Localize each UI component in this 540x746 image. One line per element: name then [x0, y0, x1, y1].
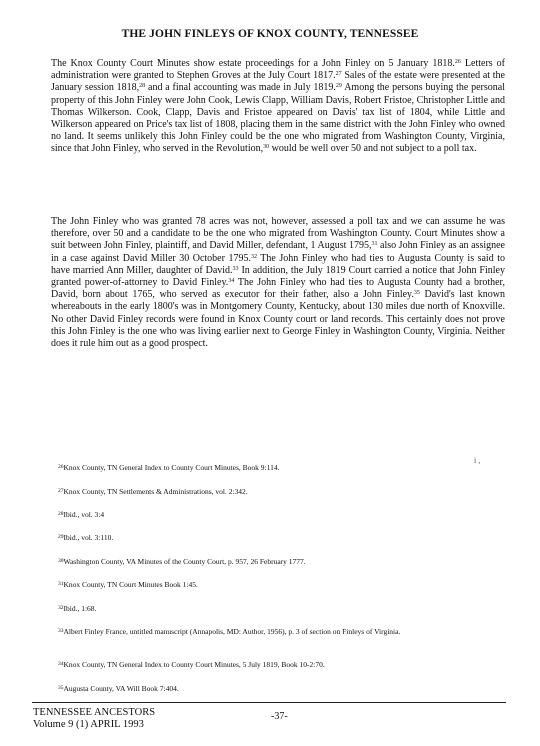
page-title: THE JOHN FINLEYS OF KNOX COUNTY, TENNESSEE — [121, 28, 419, 40]
footnote-ref: 30 — [263, 144, 270, 151]
footnote: $^{28}$Ibid., vol. 3:4 — [58, 510, 105, 519]
footnote: $^{29}$Ibid., vol. 3:110. — [58, 533, 114, 542]
footnote-ref: 28 — [139, 83, 146, 90]
footnote-ref: 29 — [335, 83, 342, 90]
footnote: $^{32}$Ibid., 1:68. — [58, 604, 97, 613]
body-paragraph-2: The John Finley who was granted 78 acres was not, however, assessed a poll tax and we can assume he was therefore, over 50 and a candidate to be the one who migrated from Washington County. Court Minutes show a suit between John Finley, plaintiff, and David Miller, defendant, 1 August 1795,31 also John Finley as an assignee in a case against David Miller 30 October 1795.32 The John Finley who had ties to Augusta County is said to have married Ann Miller, daughter of David.$^{33}$ In addition, the July 1819 Court carried a notice that John Finley granted power-of-attorney to David Finley.$^{34}$ The John Finley who had ties to Augusta County had a brother, David, born about 1765, who served as executor for their father, also a John Finley.$^{35}$ David's last known whereabouts in the early 1800's was in Montgomery County, Kentucky, about 130 miles due north of Knoxville. No other David Finley records were found in Knox County court or land records. This certainly does not prove this John Finley is the one who was living earlier next to George Finley in Washington County, Virginia. Neither does it rule him out as a good prospect. — [51, 216, 505, 350]
body-paragraph-1: The Knox County Court Minutes show estate proceedings for a John Finley on 5 January 1818.26 Letters of administration were granted to Stephen Groves at the July Court 1817.27 Sales of the estate were presented at the January session 1818,28 and a final accounting was made in July 1819.29 Among the persons buying the personal property of this John Finley were John Cook, Lewis Clapp, William Davis, Robert Fristoe, Christopher Little and Thomas Wilkerson. Cook, Clapp, Davis and Fristoe appeared on Davis' tax list of 1804, while Little and Wilkerson appeared on Price's tax list of 1808, placing them in the same district with the John Finley who owned no land. It seems unlikely this John Finley could be the one who migrated from Washington County, Virginia, since that John Finley, who served in the Revolution,$^{30}$ would be well over 50 and not subject to a poll tax. — [51, 58, 505, 155]
footnote: $^{30}$Washington County, VA Minutes of the County Court, p. 957, 26 February 1777. — [58, 557, 306, 566]
footnote: $^{34}$Knox County, TN General Index to County Court Minutes, 5 July 1819, Book 10-2:70. — [58, 660, 325, 669]
footnote: $^{31}$Knox County, TN Court Minutes Book 1:45. — [58, 580, 198, 589]
journal-name: TENNESSEE ANCESTORS — [33, 707, 156, 718]
footer-rule — [32, 702, 506, 703]
footer-journal-info — [33, 707, 155, 731]
footnote-ref: 35 — [413, 290, 420, 297]
footnote-ref: 34 — [228, 278, 235, 285]
footnote: $^{33}$Albert Finley France, untitled manuscript (Annapolis, MD: Author, 1956), p. 3 of section on Finleys of Virginia. — [58, 627, 401, 636]
footnote-ref: 31 — [371, 241, 378, 248]
page-number: -37- — [271, 711, 288, 722]
margin-mark: i , — [474, 456, 481, 465]
footnote-ref: 33 — [232, 265, 239, 272]
footnote: $^{26}$Knox County, TN General Index to County Court Minutes, Book 9:114. — [58, 463, 280, 472]
footnote-ref: 32 — [250, 253, 257, 260]
footnote-ref: 26 — [454, 59, 461, 65]
footnote: $^{35}$Augusta County, VA Will Book 7:404. — [58, 684, 179, 693]
footnote: $^{27}$Knox County, TN Settlements & Administrations, vol. 2:342. — [58, 487, 248, 496]
journal-volume: Volume 9 (1) APRIL 1993 — [33, 719, 144, 730]
footnote-ref: 27 — [335, 71, 342, 78]
